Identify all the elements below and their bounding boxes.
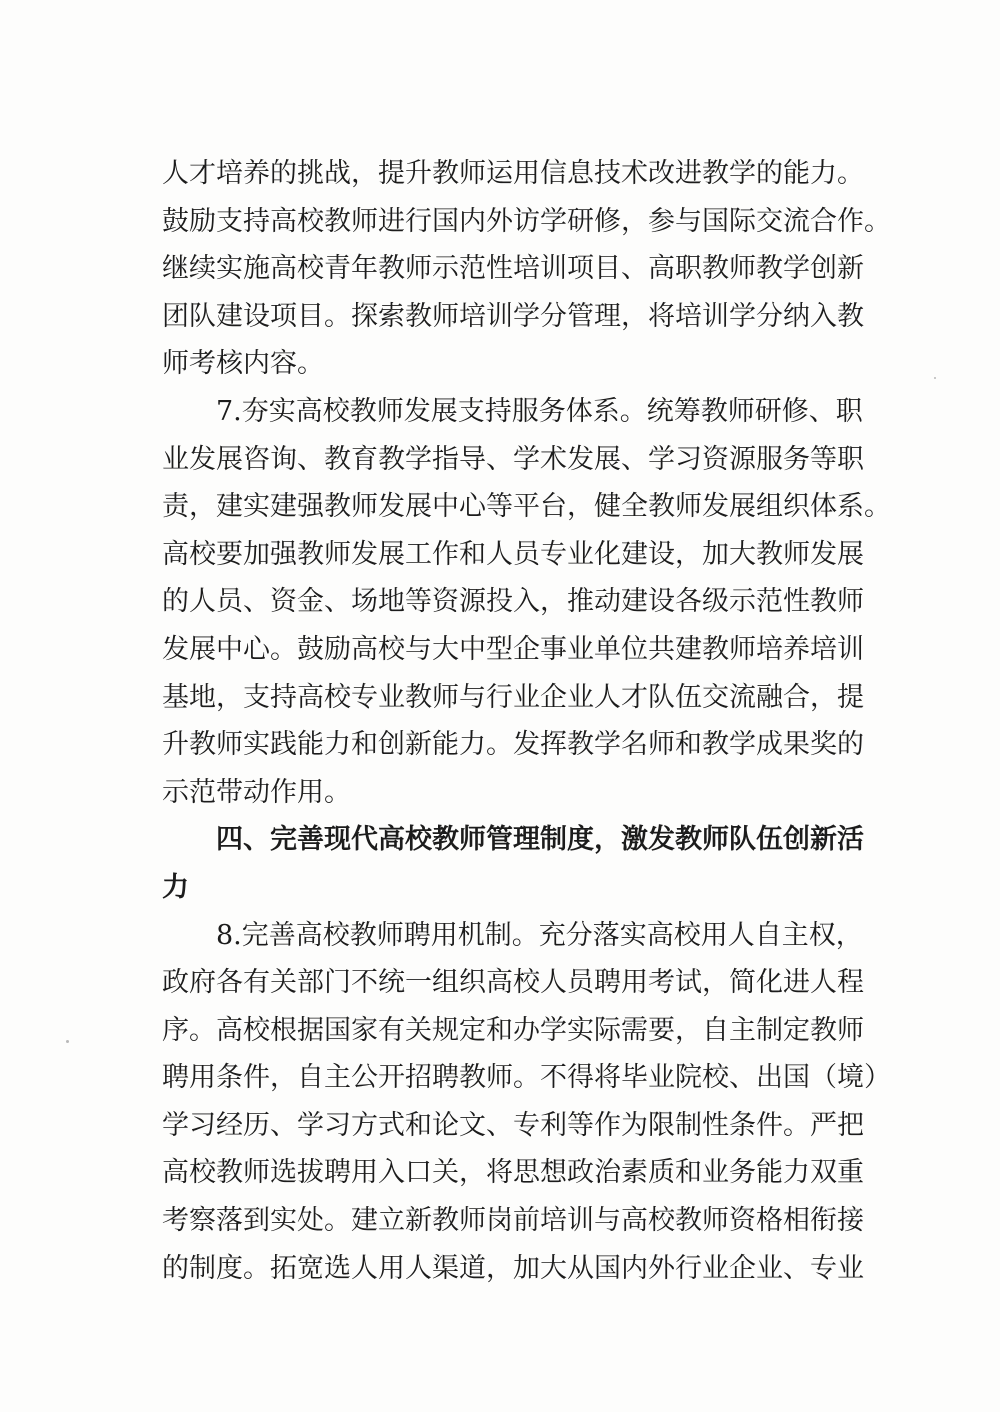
text-line: 责，建实建强教师发展中心等平台，健全教师发展组织体系。 [162,491,891,523]
text-line: 高校教师选拔聘用入口关，将思想政治素质和业务能力双重 [162,1157,864,1189]
text-line: 政府各有关部门不统一组织高校人员聘用考试，简化进人程 [162,967,864,999]
paragraph-8-start: 8.完善高校教师聘用机制。充分落实高校用人自主权， [216,919,863,951]
text-line: 师考核内容。 [162,348,324,380]
text-line: 发展中心。鼓励高校与大中型企事业单位共建教师培养培训 [162,633,864,665]
text-line: 升教师实践能力和创新能力。发挥教学名师和教学成果奖的 [162,729,864,761]
text-line: 学习经历、学习方式和论文、专利等作为限制性条件。严把 [162,1109,864,1141]
text-line: 人才培养的挑战，提升教师运用信息技术改进教学的能力。 [162,158,864,189]
text-line: 高校要加强教师发展工作和人员专业化建设，加大教师发展 [162,538,864,570]
text-line: 序。高校根据国家有关规定和办学实际需要，自主制定教师 [162,1014,864,1046]
text-line: 示范带动作用。 [162,776,351,808]
body-text [162,150,891,1292]
text-line: 团队建设项目。探索教师培训学分管理，将培训学分纳入教 [162,300,864,332]
scan-speck [934,377,936,379]
text-line: 继续实施高校青年教师示范性培训项目、高职教师教学创新 [162,253,864,285]
paragraph-7-start: 7.夯实高校教师发展支持服务体系。统筹教师研修、职 [216,395,863,427]
text-line: 的人员、资金、场地等资源投入，推动建设各级示范性教师 [162,586,864,618]
text-line: 的制度。拓宽选人用人渠道，加大从国内外行业企业、专业 [162,1252,864,1284]
section-heading: 四、完善现代高校教师管理制度，激发教师队伍创新活 [216,824,864,856]
scan-speck [66,1040,69,1043]
text-line: 聘用条件，自主公开招聘教师。不得将毕业院校、出国（境） [162,1062,891,1094]
text-line: 基地，支持高校专业教师与行业企业人才队伍交流融合，提 [162,681,864,713]
section-heading-continued: 力 [162,871,189,903]
text-line: 鼓励支持高校教师进行国内外访学研修，参与国际交流合作。 [162,205,891,237]
text-line: 考察落到实处。建立新教师岗前培训与高校教师资格相衔接 [162,1205,864,1237]
text-line: 业发展咨询、教育教学指导、学术发展、学习资源服务等职 [162,443,864,475]
